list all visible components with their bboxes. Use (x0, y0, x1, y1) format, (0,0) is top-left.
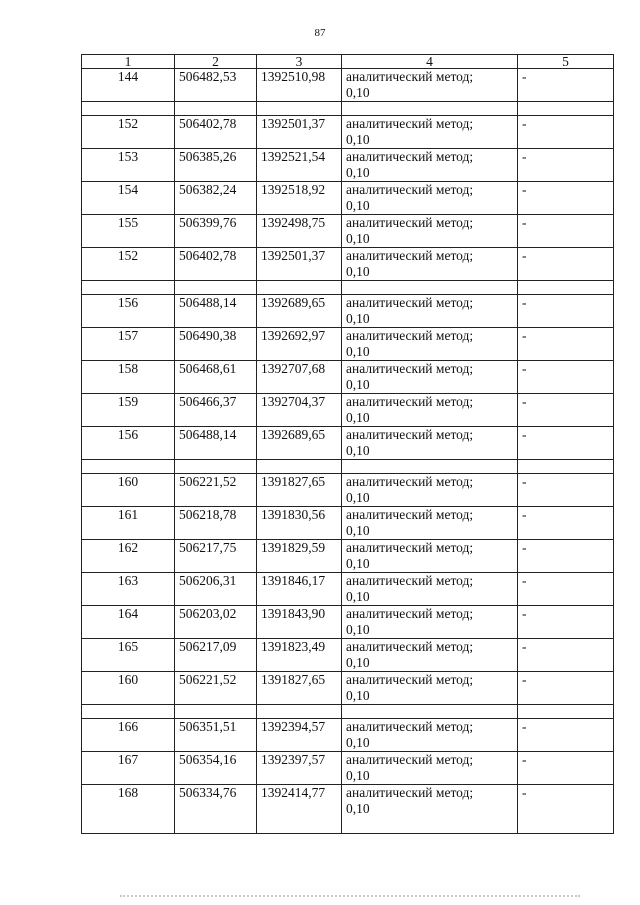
x-coordinate-cell: 506468,61 (175, 361, 257, 394)
point-number-cell: 152 (82, 116, 175, 149)
empty-cell (342, 460, 518, 474)
accuracy-text: 0,10 (346, 264, 370, 279)
empty-cell (518, 102, 614, 116)
accuracy-text: 0,10 (346, 132, 370, 147)
method-cell (342, 672, 518, 705)
empty-cell (518, 281, 614, 295)
table-row (82, 540, 614, 573)
accuracy-text: 0,10 (346, 410, 370, 425)
x-coordinate-cell: 506490,38 (175, 328, 257, 361)
method-cell (342, 474, 518, 507)
column-header-2: 2 (175, 55, 257, 69)
x-coordinate-cell: 506217,09 (175, 639, 257, 672)
point-number-cell: 144 (82, 69, 175, 102)
y-coordinate-cell: 1391823,49 (257, 639, 342, 672)
table-row (82, 427, 614, 460)
note-cell: - (518, 182, 614, 215)
table-row (82, 361, 614, 394)
y-coordinate-cell: 1391829,59 (257, 540, 342, 573)
coordinates-table (81, 54, 614, 834)
empty-cell (82, 460, 175, 474)
table-row (82, 328, 614, 361)
table-row (82, 573, 614, 606)
table-row (82, 507, 614, 540)
point-number-cell: 160 (82, 672, 175, 705)
y-coordinate-cell: 1392397,57 (257, 752, 342, 785)
method-text: аналитический метод; (346, 69, 474, 84)
accuracy-text: 0,10 (346, 688, 370, 703)
point-number-cell: 158 (82, 361, 175, 394)
x-coordinate-cell: 506402,78 (175, 248, 257, 281)
accuracy-text: 0,10 (346, 735, 370, 750)
accuracy-text: 0,10 (346, 768, 370, 783)
point-number-cell: 160 (82, 474, 175, 507)
note-cell: - (518, 540, 614, 573)
method-cell (342, 328, 518, 361)
method-text: аналитический метод; (346, 672, 474, 687)
method-text: аналитический метод; (346, 719, 474, 734)
x-coordinate-cell: 506221,52 (175, 474, 257, 507)
method-text: аналитический метод; (346, 507, 474, 522)
method-cell (342, 394, 518, 427)
note-cell: - (518, 606, 614, 639)
method-cell (342, 507, 518, 540)
separator-row (82, 705, 614, 719)
point-number-cell: 155 (82, 215, 175, 248)
y-coordinate-cell: 1391827,65 (257, 672, 342, 705)
method-cell (342, 215, 518, 248)
method-text: аналитический метод; (346, 149, 474, 164)
table-row (82, 69, 614, 102)
empty-cell (175, 281, 257, 295)
note-cell: - (518, 639, 614, 672)
method-text: аналитический метод; (346, 639, 474, 654)
table-row (82, 394, 614, 427)
point-number-cell: 163 (82, 573, 175, 606)
note-cell: - (518, 672, 614, 705)
method-text: аналитический метод; (346, 606, 474, 621)
method-cell (342, 639, 518, 672)
table-row (82, 752, 614, 785)
method-cell (342, 182, 518, 215)
table-body (82, 69, 614, 834)
accuracy-text: 0,10 (346, 165, 370, 180)
method-text: аналитический метод; (346, 215, 474, 230)
x-coordinate-cell: 506206,31 (175, 573, 257, 606)
empty-cell (518, 460, 614, 474)
note-cell: - (518, 149, 614, 182)
note-cell: - (518, 474, 614, 507)
point-number-cell: 162 (82, 540, 175, 573)
table-row (82, 474, 614, 507)
table-row (82, 785, 614, 834)
empty-cell (82, 281, 175, 295)
column-header-5: 5 (518, 55, 614, 69)
note-cell: - (518, 573, 614, 606)
note-cell: - (518, 361, 614, 394)
x-coordinate-cell: 506385,26 (175, 149, 257, 182)
separator-row (82, 281, 614, 295)
y-coordinate-cell: 1392501,37 (257, 248, 342, 281)
point-number-cell: 159 (82, 394, 175, 427)
y-coordinate-cell: 1391846,17 (257, 573, 342, 606)
accuracy-text: 0,10 (346, 443, 370, 458)
method-text: аналитический метод; (346, 182, 474, 197)
note-cell: - (518, 427, 614, 460)
y-coordinate-cell: 1392501,37 (257, 116, 342, 149)
x-coordinate-cell: 506482,53 (175, 69, 257, 102)
empty-cell (257, 102, 342, 116)
y-coordinate-cell: 1392692,97 (257, 328, 342, 361)
method-text: аналитический метод; (346, 361, 474, 376)
method-text: аналитический метод; (346, 752, 474, 767)
y-coordinate-cell: 1391830,56 (257, 507, 342, 540)
x-coordinate-cell: 506203,02 (175, 606, 257, 639)
method-cell (342, 752, 518, 785)
empty-cell (175, 705, 257, 719)
empty-cell (257, 705, 342, 719)
column-header-3: 3 (257, 55, 342, 69)
accuracy-text: 0,10 (346, 377, 370, 392)
note-cell: - (518, 785, 614, 834)
point-number-cell: 156 (82, 295, 175, 328)
empty-cell (342, 102, 518, 116)
x-coordinate-cell: 506221,52 (175, 672, 257, 705)
empty-cell (175, 102, 257, 116)
point-number-cell: 165 (82, 639, 175, 672)
x-coordinate-cell: 506382,24 (175, 182, 257, 215)
x-coordinate-cell: 506466,37 (175, 394, 257, 427)
accuracy-text: 0,10 (346, 85, 370, 100)
method-text: аналитический метод; (346, 295, 474, 310)
point-number-cell: 152 (82, 248, 175, 281)
y-coordinate-cell: 1392707,68 (257, 361, 342, 394)
table-row (82, 116, 614, 149)
x-coordinate-cell: 506218,78 (175, 507, 257, 540)
accuracy-text: 0,10 (346, 801, 370, 816)
point-number-cell: 156 (82, 427, 175, 460)
column-header-1: 1 (82, 55, 175, 69)
empty-cell (82, 102, 175, 116)
point-number-cell: 167 (82, 752, 175, 785)
accuracy-text: 0,10 (346, 490, 370, 505)
method-cell (342, 116, 518, 149)
method-text: аналитический метод; (346, 573, 474, 588)
separator-row (82, 460, 614, 474)
empty-cell (518, 705, 614, 719)
note-cell: - (518, 215, 614, 248)
accuracy-text: 0,10 (346, 523, 370, 538)
table-row (82, 149, 614, 182)
empty-cell (257, 281, 342, 295)
y-coordinate-cell: 1392704,37 (257, 394, 342, 427)
note-cell: - (518, 116, 614, 149)
point-number-cell: 168 (82, 785, 175, 834)
separator-row (82, 102, 614, 116)
method-cell (342, 606, 518, 639)
note-cell: - (518, 752, 614, 785)
method-text: аналитический метод; (346, 248, 474, 263)
x-coordinate-cell: 506354,16 (175, 752, 257, 785)
accuracy-text: 0,10 (346, 231, 370, 246)
table-row (82, 248, 614, 281)
y-coordinate-cell: 1392394,57 (257, 719, 342, 752)
method-cell (342, 573, 518, 606)
accuracy-text: 0,10 (346, 655, 370, 670)
method-cell (342, 361, 518, 394)
x-coordinate-cell: 506217,75 (175, 540, 257, 573)
empty-cell (342, 281, 518, 295)
accuracy-text: 0,10 (346, 556, 370, 571)
y-coordinate-cell: 1392518,92 (257, 182, 342, 215)
accuracy-text: 0,10 (346, 344, 370, 359)
note-cell: - (518, 248, 614, 281)
table-row (82, 672, 614, 705)
method-text: аналитический метод; (346, 394, 474, 409)
method-text: аналитический метод; (346, 427, 474, 442)
table-row (82, 606, 614, 639)
note-cell: - (518, 719, 614, 752)
y-coordinate-cell: 1392498,75 (257, 215, 342, 248)
note-cell: - (518, 507, 614, 540)
method-text: аналитический метод; (346, 328, 474, 343)
table-row (82, 215, 614, 248)
note-cell: - (518, 295, 614, 328)
y-coordinate-cell: 1392689,65 (257, 427, 342, 460)
point-number-cell: 153 (82, 149, 175, 182)
x-coordinate-cell: 506488,14 (175, 295, 257, 328)
page-number: 87 (314, 27, 326, 39)
x-coordinate-cell: 506351,51 (175, 719, 257, 752)
point-number-cell: 166 (82, 719, 175, 752)
empty-cell (342, 705, 518, 719)
method-text: аналитический метод; (346, 474, 474, 489)
note-cell: - (518, 394, 614, 427)
y-coordinate-cell: 1392510,98 (257, 69, 342, 102)
method-cell (342, 69, 518, 102)
header-row (82, 55, 614, 69)
point-number-cell: 157 (82, 328, 175, 361)
y-coordinate-cell: 1391843,90 (257, 606, 342, 639)
column-header-4: 4 (342, 55, 518, 69)
x-coordinate-cell: 506399,76 (175, 215, 257, 248)
method-cell (342, 540, 518, 573)
method-cell (342, 248, 518, 281)
point-number-cell: 164 (82, 606, 175, 639)
accuracy-text: 0,10 (346, 198, 370, 213)
y-coordinate-cell: 1392414,77 (257, 785, 342, 834)
method-cell (342, 719, 518, 752)
method-cell (342, 785, 518, 834)
table-row (82, 719, 614, 752)
method-cell (342, 149, 518, 182)
table-row (82, 295, 614, 328)
y-coordinate-cell: 1392689,65 (257, 295, 342, 328)
method-text: аналитический метод; (346, 785, 474, 800)
empty-cell (82, 705, 175, 719)
x-coordinate-cell: 506488,14 (175, 427, 257, 460)
table-row (82, 182, 614, 215)
bleed-through-text (120, 895, 580, 903)
method-cell (342, 295, 518, 328)
x-coordinate-cell: 506402,78 (175, 116, 257, 149)
accuracy-text: 0,10 (346, 311, 370, 326)
x-coordinate-cell: 506334,76 (175, 785, 257, 834)
accuracy-text: 0,10 (346, 589, 370, 604)
table-row (82, 639, 614, 672)
empty-cell (257, 460, 342, 474)
empty-cell (175, 460, 257, 474)
note-cell: - (518, 328, 614, 361)
point-number-cell: 161 (82, 507, 175, 540)
point-number-cell: 154 (82, 182, 175, 215)
method-cell (342, 427, 518, 460)
note-cell: - (518, 69, 614, 102)
y-coordinate-cell: 1392521,54 (257, 149, 342, 182)
method-text: аналитический метод; (346, 540, 474, 555)
accuracy-text: 0,10 (346, 622, 370, 637)
y-coordinate-cell: 1391827,65 (257, 474, 342, 507)
method-text: аналитический метод; (346, 116, 474, 131)
